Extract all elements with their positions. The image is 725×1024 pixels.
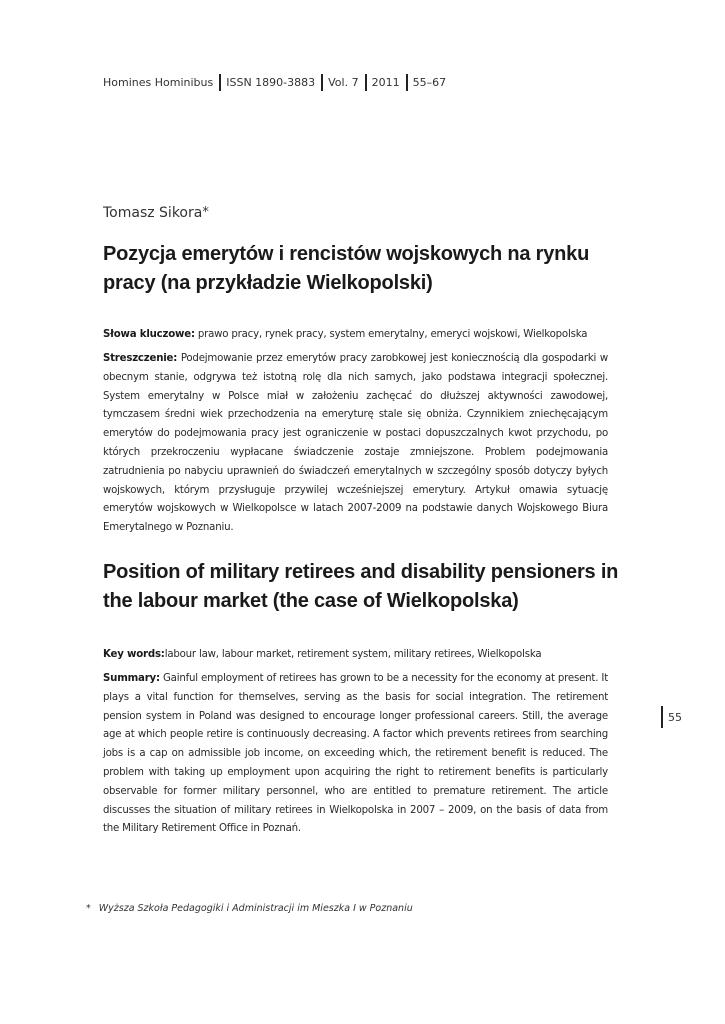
header-separator (321, 74, 323, 91)
keywords-english (103, 646, 608, 665)
header-separator (365, 74, 367, 91)
footnote (86, 903, 413, 914)
keywords-label: Key words: (103, 649, 165, 660)
keywords-label: Słowa kluczowe: (103, 329, 195, 340)
page-range: 55–67 (412, 76, 447, 89)
journal-name: Homines Hominibus (103, 76, 214, 89)
running-header (103, 74, 446, 91)
title-english: Position of military retirees and disability pensioners in the labour market (the case of Wielkopolska) (103, 561, 619, 612)
abstract-polish (103, 350, 608, 538)
abstract-text: Gainful employment of retirees has grown to be a necessity for the economy at present. It plays a vital function for themselves, serving as the basis for social integration. The retirement pension system in Poland was designed to encourage longer professional careers. Still, the average age at which people retire is continuously decreasing. A factor which prevents retirees from searching jobs is a cap on admissible job income, on exceeding which, the retirement benefit is reduced. The problem with taking up employment upon acquiring the right to retirement benefits is particularly observable for former military personnel, who are entitled to premature retirement. The article discusses the situation of military retirees in Wielkopolska in 2007 – 2009, on the basis of data from the Military Retirement Office in Poznań. (103, 673, 608, 835)
footnote-text: Wyższa Szkoła Pedagogiki i Administracji im Mieszka I w Poznaniu (98, 903, 413, 914)
author-name: Tomasz Sikora (103, 205, 203, 221)
page-number (661, 706, 682, 728)
year: 2011 (371, 76, 400, 89)
author-footnote-mark: * (202, 205, 209, 220)
keywords-text: labour law, labour market, retirement system, military retirees, Wielkopolska (164, 649, 542, 660)
issn: ISSN 1890-3883 (226, 76, 316, 89)
footnote-mark: * (86, 903, 91, 914)
volume: Vol. 7 (328, 76, 359, 89)
abstract-label: Streszczenie: (103, 353, 178, 364)
abstract-english (103, 670, 608, 839)
abstract-label: Summary: (103, 673, 160, 684)
keywords-text: prawo pracy, rynek pracy, system emerytalny, emeryci wojskowi, Wielkopolska (194, 329, 588, 340)
abstract-text: Podejmowanie przez emerytów pracy zarobkowej jest koniecznością dla gospodarki w obecnym stanie, odgrywa też istotną rolę dla nich samych, jako podstawa integracji społecznej. System emerytalny w Polsce miał w założeniu zachęcać do dłuższej aktywności zawodowej, tymczasem średni wiek przechodzenia na emeryturę stale się obniża. Czynnikiem zniechęcającym emerytów do podejmowania pracy jest ograniczenie w postaci dopuszczalnych kwot przychodu, po których przekroczeniu wypłacane świadczenie zostaje zmniejszone. Problem podejmowania zatrudnienia po nabyciu uprawnień do świadczeń emerytalnych w szczególny sposób dotyczy byłych wojskowych, którym przysługuje przywilej wcześniejszej emerytury. Artykuł omawia sytuację emerytów wojskowych w Wielkopolsce w latach 2007-2009 na podstawie danych Wojskowego Biura Emerytalnego w Poznaniu. (103, 353, 608, 534)
author (103, 205, 209, 221)
page-number-text: 55 (668, 710, 682, 724)
header-separator (406, 74, 408, 91)
keywords-polish (103, 326, 608, 345)
title-polish: Pozycja emerytów i rencistów wojskowych na rynku pracy (na przykładzie Wielkopolski) (103, 243, 590, 294)
page-number-bar (661, 706, 663, 728)
header-separator (219, 74, 221, 91)
